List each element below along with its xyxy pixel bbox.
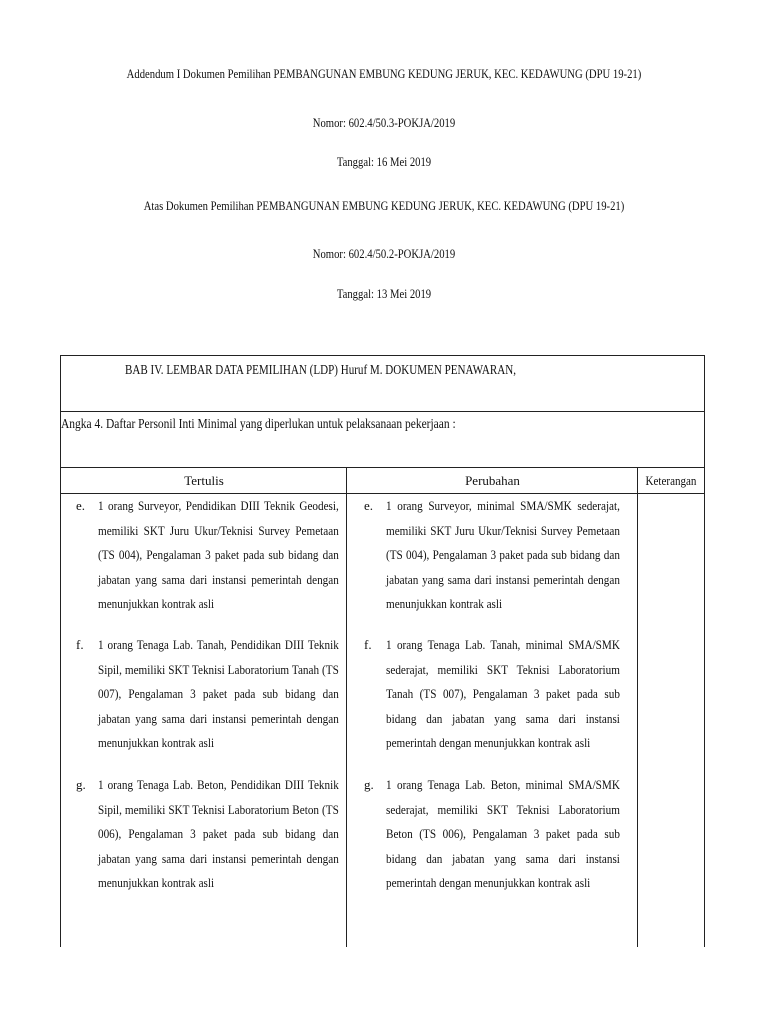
- angka-section-box: [60, 411, 705, 468]
- original-document-number: Nomor: 602.4/50.2-POKJA/2019: [312, 246, 456, 261]
- perubahan-text: 1 orang Tenaga Lab. Tanah, minimal SMA/SMK sederajat, memiliki SKT Teknisi Laboratorium Tanah (TS 007), Pengalaman 3 paket pada sub bidang dan jabatan yang sama dari instansi pemerintah dengan menunjukkan kontrak asli: [386, 637, 620, 750]
- perubahan-text: 1 orang Surveyor, minimal SMA/SMK sederajat, memiliki SKT Juru Ukur/Teknisi Survey Pemetaan (TS 004), Pengalaman 3 paket pada sub bidang dan jabatan yang sama dari instansi pemerintah dengan menunjukkan kontrak asli: [386, 498, 620, 611]
- table-border-left: [60, 467, 61, 947]
- original-document-date: Tanggal: 13 Mei 2019: [336, 286, 432, 301]
- item-letter: g.: [76, 777, 86, 792]
- table-divider-1: [346, 467, 347, 947]
- item-letter: f.: [76, 637, 84, 652]
- table-header-row: [60, 467, 705, 494]
- bab-section-box: [60, 355, 705, 412]
- table-row: [76, 773, 338, 893]
- original-document-title: Atas Dokumen Pemilihan PEMBANGUNAN EMBUNG KEDUNG JERUK, KEC. KEDAWUNG (DPU 19-21): [143, 198, 625, 213]
- addendum-date: Tanggal: 16 Mei 2019: [336, 154, 432, 169]
- table-row: [76, 494, 338, 614]
- table-border-right: [704, 467, 705, 947]
- perubahan-text: 1 orang Tenaga Lab. Beton, minimal SMA/SMK sederajat, memiliki SKT Teknisi Laboratorium Beton (TS 006), Pengalaman 3 paket pada sub bidang dan jabatan yang sama dari instansi pemerintah dengan menunjukkan kontrak asli: [386, 777, 620, 890]
- item-letter: e.: [76, 498, 86, 513]
- item-letter: g.: [364, 777, 374, 792]
- item-letter: e.: [364, 498, 374, 513]
- angka-heading: Angka 4. Daftar Personil Inti Minimal yang diperlukan untuk pelaksanaan pekerjaan :: [61, 417, 456, 432]
- column-header-perubahan: Perubahan: [465, 473, 520, 488]
- bab-heading: BAB IV. LEMBAR DATA PEMILIHAN (LDP) Huruf M. DOKUMEN PENAWARAN,: [125, 362, 517, 377]
- tertulis-text: 1 orang Tenaga Lab. Tanah, Pendidikan DIII Teknik Sipil, memiliki SKT Teknisi Laboratorium Tanah (TS 007), Pengalaman 3 paket pada sub bidang dan jabatan yang sama dari instansi pemerintah dengan menunjukkan kontrak asli: [98, 637, 339, 750]
- column-header-tertulis: Tertulis: [184, 473, 224, 488]
- table-divider-2: [637, 467, 638, 947]
- table-row: [364, 773, 620, 893]
- tertulis-text: 1 orang Surveyor, Pendidikan DIII Teknik Geodesi, memiliki SKT Juru Ukur/Teknisi Survey Pemetaan (TS 004), Pengalaman 3 paket pada sub bidang dan jabatan yang sama dari instansi pemerintah dengan menunjukkan kontrak asli: [98, 498, 339, 611]
- tertulis-text: 1 orang Tenaga Lab. Beton, Pendidikan DIII Teknik Sipil, memiliki SKT Teknisi Laboratorium Beton (TS 006), Pengalaman 3 paket pada sub bidang dan jabatan yang sama dari instansi pemerintah dengan menunjukkan kontrak asli: [98, 777, 339, 890]
- addendum-number: Nomor: 602.4/50.3-POKJA/2019: [312, 115, 456, 130]
- table-row: [76, 633, 338, 753]
- item-letter: f.: [364, 637, 372, 652]
- addendum-title: Addendum I Dokumen Pemilihan PEMBANGUNAN EMBUNG KEDUNG JERUK, KEC. KEDAWUNG (DPU 19-21): [126, 66, 642, 81]
- column-header-keterangan: Keterangan: [645, 473, 697, 488]
- table-row: [364, 633, 620, 753]
- table-row: [364, 494, 620, 614]
